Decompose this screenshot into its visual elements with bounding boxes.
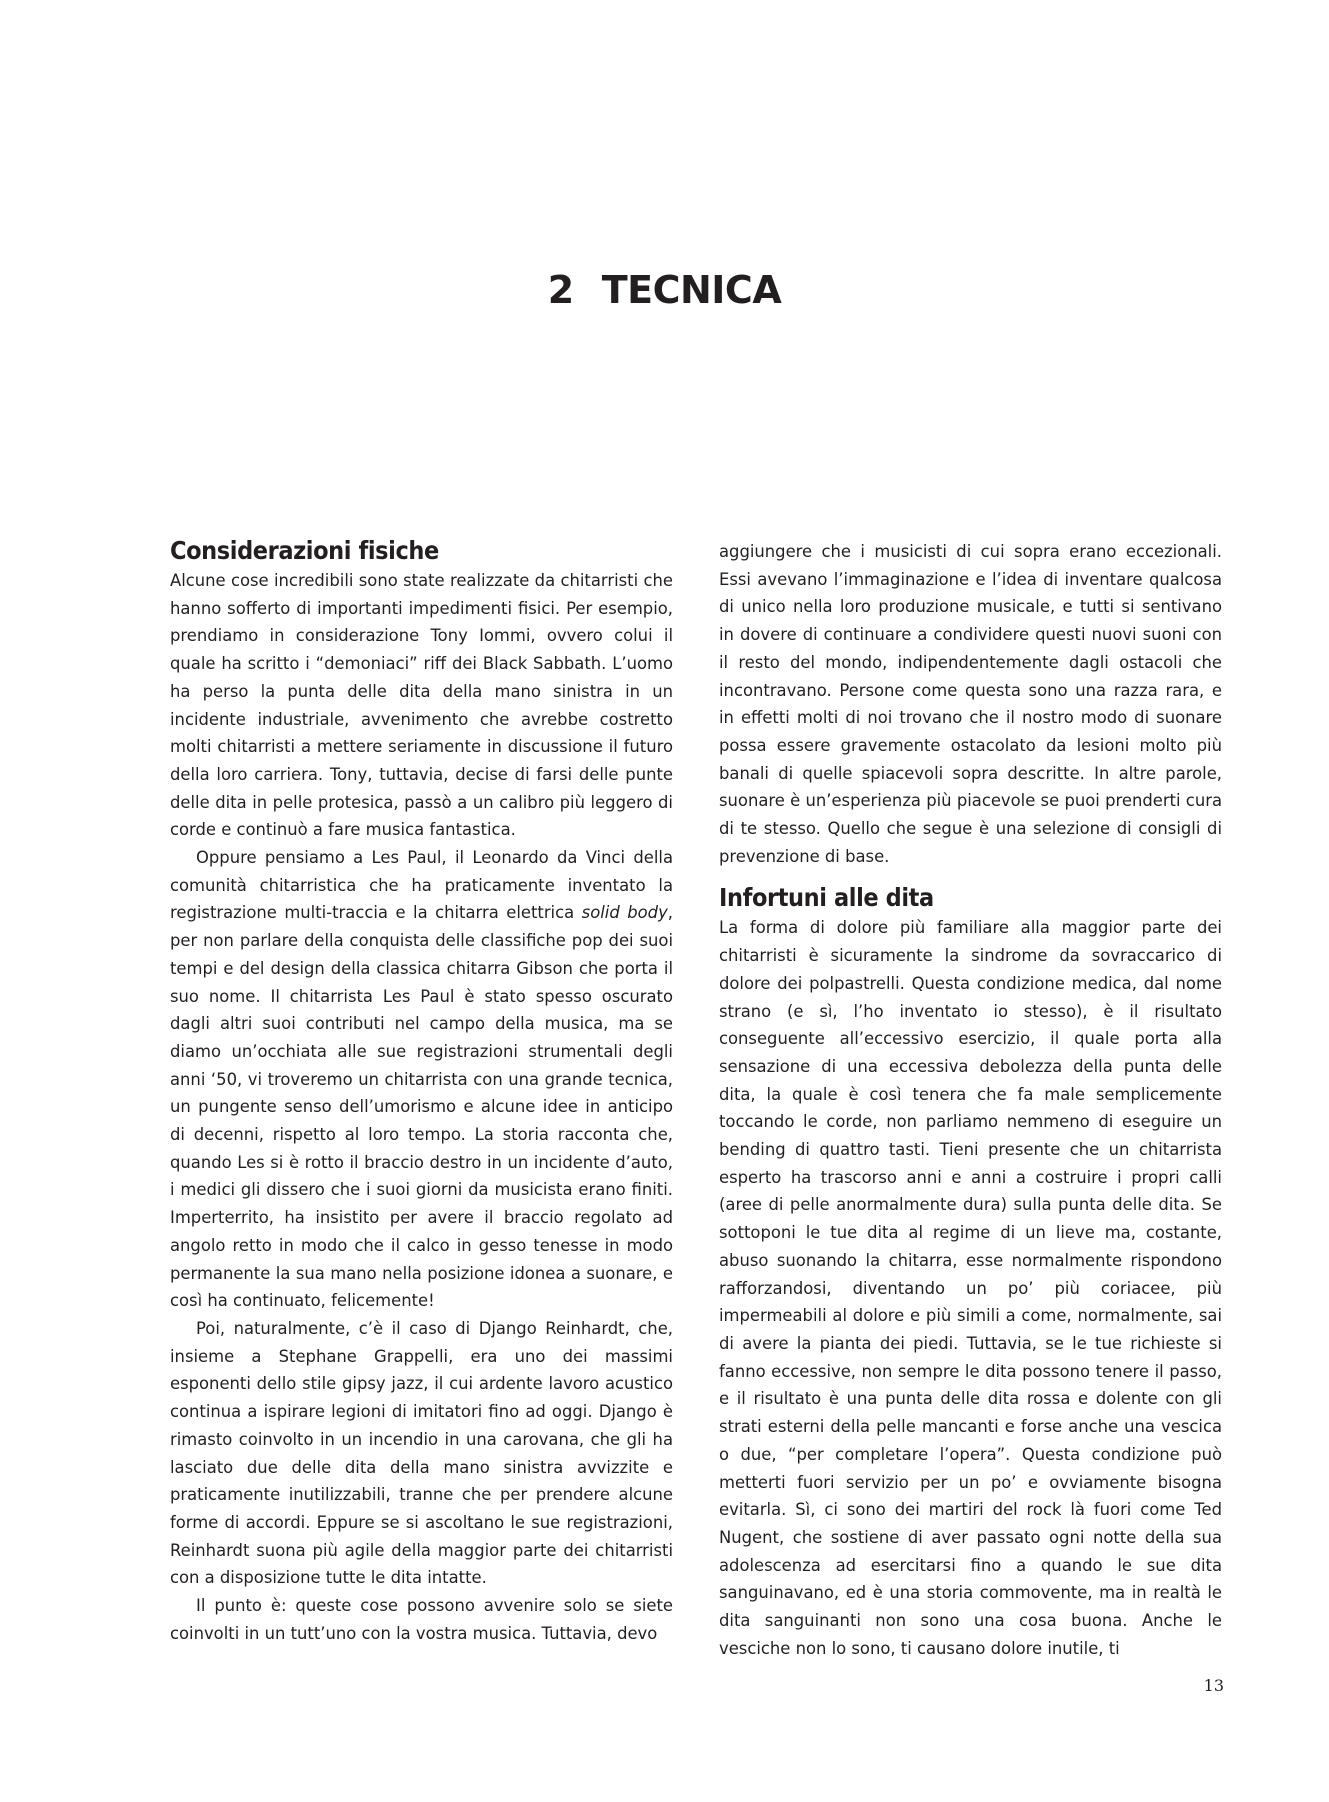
chapter-number: 2 bbox=[547, 268, 574, 312]
paragraph-text: , per non parlare della conquista delle classifiche pop dei suoi tempi e del design della classica chitarra Gibson che porta il suo nome. Il chitarrista Les Paul è stato spesso oscurato dagli altri suoi contributi nel campo della musica, ma se diamo un’occhiata alle sue registrazioni strumentali degli anni ‘50, vi troveremo un chitarrista con una grande tecnica, un pungente senso dell’umorismo e alcune idee in anticipo di decenni, rispetto al loro tempo. La storia racconta che, quando Les si è rotto il braccio destro in un incidente d’auto, i medici gli dissero che i suoi giorni da musicista erano finiti. Imperterrito, ha insistito per avere il braccio regolato ad angolo retto in modo che il calco in gesso tenesse in modo permanente la sua mano nella posizione idonea a suonare, e così ha continuato, felicemente! bbox=[170, 903, 673, 1311]
chapter-name: TECNICA bbox=[601, 268, 782, 312]
paragraph-text: Oppure pensiamo a Les Paul, il Leonardo da Vinci della comunità chitarristica che ha praticamente inventato la registrazione multi-traccia e la chitarra elettrica bbox=[170, 848, 673, 923]
italic-term: solid body bbox=[581, 903, 668, 923]
section-heading-infortuni: Infortuni alle dita bbox=[719, 883, 934, 913]
chapter-title bbox=[0, 268, 1329, 312]
paragraph: Alcune cose incredibili sono state realizzate da chitarristi che hanno sofferto di importanti impedimenti fisici. Per esempio, prendiamo in considerazione Tony Iommi, ovvero colui il quale ha scritto i “demoniaci” riff dei Black Sabbath. L’uomo ha perso la punta delle dita della mano sinistra in un incidente industriale, avvenimento che avrebbe costretto molti chitarristi a mettere seriamente in discussione il futuro della loro carriera. Tony, tuttavia, decise di farsi delle punte delle dita in pelle protesica, passò a un calibro più leggero di corde e continuò a fare musica fantastica. bbox=[170, 571, 673, 840]
paragraph: Poi, naturalmente, c’è il caso di Django Reinhardt, che, insieme a Stephane Grappelli, era uno dei massimi esponenti dello stile gipsy jazz, il cui ardente lavoro acustico continua a ispirare legioni di imitatori fino ad oggi. Django è rimasto coinvolto in un incendio in una carovana, che gli ha lasciato due delle dita della mano sinistra avvizzite e praticamente inutilizzabili, tranne che per prendere alcune forme di accordi. Eppure se si ascoltano le sue registrazioni, Reinhardt suona più agile della maggior parte dei chitarristi con a disposizione tutte le dita intatte. bbox=[170, 1318, 673, 1588]
paragraph bbox=[170, 844, 673, 1315]
paragraph: La forma di dolore più familiare alla maggior parte dei chitarristi è sicuramente la sindrome da sovraccarico di dolore dei polpastrelli. Questa condizione medica, dal nome strano (e sì, l’ho inventato io stesso), è il risultato conseguente all’eccessivo esercizio, il quale porta alla sensazione di una eccessiva debolezza della punta delle dita, la quale è così tenera che fa male semplicemente toccando le corde, non parliamo nemmeno di eseguire un bending di quattro tasti. Tieni presente che un chitarrista esperto ha trascorso anni e anni a costruire i propri calli (aree di pelle anormalmente dura) sulla punta delle dita. Se sottoponi le tue dita al regime di un lieve ma, costante, abuso suonando la chitarra, esse normalmente rispondono rafforzandosi, diventando un po’ più coriacee, più impermeabili al dolore e più simili a come, normalmente, sai di avere la pianta dei piedi. Tuttavia, se le tue richieste si fanno eccessive, non sempre le dita possono tenere il passo, e il risultato è una punta delle dita rossa e dolente con gli strati esterni della pelle mancanti e forse anche una vescica o due, “per completare l’opera”. Questa condizione può metterti fuori servizio per un po’ e ovviamente bisogna evitarla. Sì, ci sono dei martiri del rock là fuori come Ted Nugent, che sostiene di aver passato ogni notte della sua adolescenza ad esercitarsi fino a quando le sue dita sanguinavano, ed è una storia commovente, ma in realtà le dita sanguinanti non sono una cosa buona. Anche le vesciche non lo sono, ti causano dolore inutile, ti bbox=[719, 918, 1222, 1658]
right-column bbox=[719, 538, 1222, 1662]
section-heading-considerazioni: Considerazioni fisiche bbox=[170, 536, 439, 565]
page-number: 13 bbox=[1203, 1676, 1224, 1695]
paragraph: aggiungere che i musicisti di cui sopra erano eccezionali. Essi avevano l’immaginazione e l’idea di inventare qualcosa di unico nella loro produzione musicale, e tutti si sentivano in dovere di continuare a condividere questi nuovi suoni con il resto del mondo, indipendentemente dagli ostacoli che incontravano. Persone come questa sono una razza rara, e in effetti molti di noi trovano che il nostro modo di suonare possa essere gravemente ostacolato da lesioni molto più banali di quelle spiacevoli sopra descritte. In altre parole, suonare è un’esperienza più piacevole se puoi prenderti cura di te stesso. Quello che segue è una selezione di consigli di prevenzione di base. bbox=[719, 542, 1222, 866]
paragraph: Il punto è: queste cose possono avvenire solo se siete coinvolti in un tutt’uno con la vostra musica. Tuttavia, devo bbox=[170, 1596, 673, 1643]
left-column bbox=[170, 535, 673, 1647]
